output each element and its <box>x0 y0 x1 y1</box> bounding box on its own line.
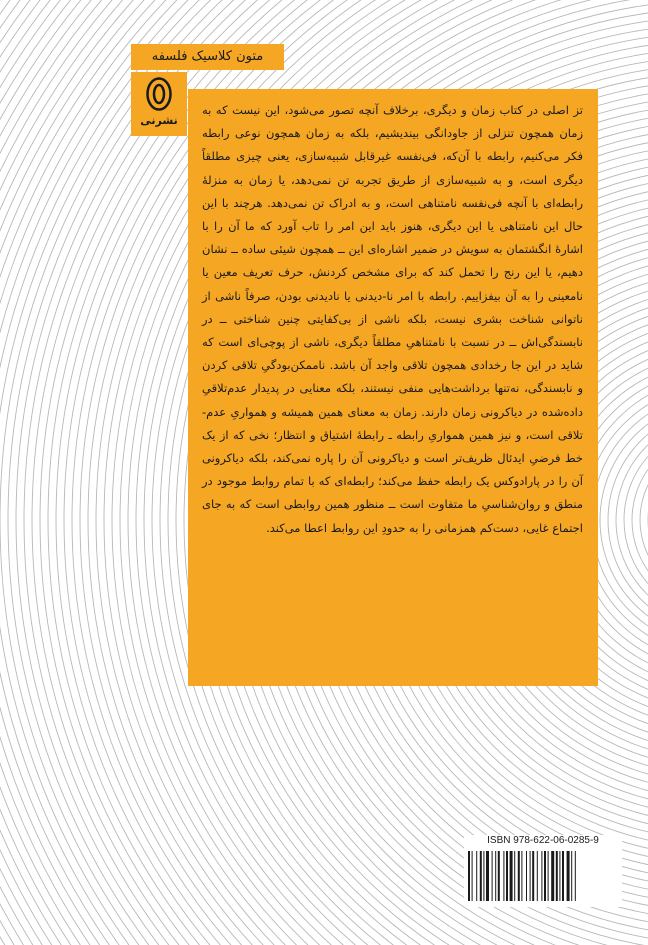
series-label: متون کلاسیک فلسفه <box>131 44 284 70</box>
barcode-icon <box>466 851 620 903</box>
isbn-block <box>464 835 622 907</box>
isbn-number: ISBN 978-622-06-0285-9 <box>487 835 599 846</box>
publisher-logo-icon <box>145 75 173 113</box>
blurb-panel <box>188 89 598 686</box>
publisher-logo-text: نشرنی <box>140 114 178 127</box>
blurb-text <box>202 99 583 540</box>
blurb-paragraph: تز اصلی در کتاب زمان و دیگری، برخلاف آنچه تصور می‌شود، این نیست که به زمان همچون تنزلی از جاودانگی بیندیشیم، بلکه به زمان همچون نوعی رابطه فکر می‌کنیم، رابطه با آن‌که، فی‌نفسه غیرقابل شبیه‌سازی، یعنی چیزی مطلقاً دیگری است، و به شبیه‌سازی از طریق تجربه تن نمی‌دهد، یا زمان به منزلهٔ رابطه‌ای با آنچه فی‌نفسه نامتناهی است، و به ادراک تن نمی‌دهد. هرچند با این حال این نامتناهی یا این دیگری، هنوز باید این امر را تاب آورد که ما آن را با اشارهٔ انگشتمان به سویش در ضمیر اشاره‌ای این ــ همچون شیئی ساده ــ نشان دهیم، یا این رنج را تحمل کند که برای مشخص کردنش، حرف تعریف معین یا نامعینی را به آن بیفزاییم. رابطه با امر نا-دیدنی یا نادیدنی بودن، صرفاً ناشی از ناتوانی شناخت بشری نیست، بلکه ناشی از بی‌کفایتی چنین شناختی ــ در نابسندگی‌اش ــ در نسبت با نامتناهیِ مطلقاً دیگری، ناشی از پوچی‌ای است که شاید در این جا رخدادی همچون تلاقی واجد آن باشد. ناممکن‌بودگیِ تلاقی کردن و نابسندگی، نه‌تنها برداشت‌هایی منفی نیستند، بلکه معنایی در پدیدار عدم‌تلاقیِ داده‌شده در دیاکرونی زمان دارند. زمان به معنای همین همیشه و همواریِ عدم-تلاقی است، و نیز همین همواریِ رابطه ـ رابطهٔ اشتیاق و انتظار؛ نخی که از یک خط فرضیِ ایدئال ظریف‌تر است و دیاکرونی آن را پاره نمی‌کند، بلکه دیاکرونی آن را در پارادوکس یک رابطه حفظ می‌کند؛ رابطه‌ای که با تمام روابط موجود در منطق و روان‌شناسیِ ما متفاوت است ــ منظور همین روابطی است که به جای اجتماع غایی، دست‌کم همزمانی را به حدودِ این روابط اعطا می‌کند. <box>202 103 583 535</box>
publisher-logo <box>131 72 187 136</box>
